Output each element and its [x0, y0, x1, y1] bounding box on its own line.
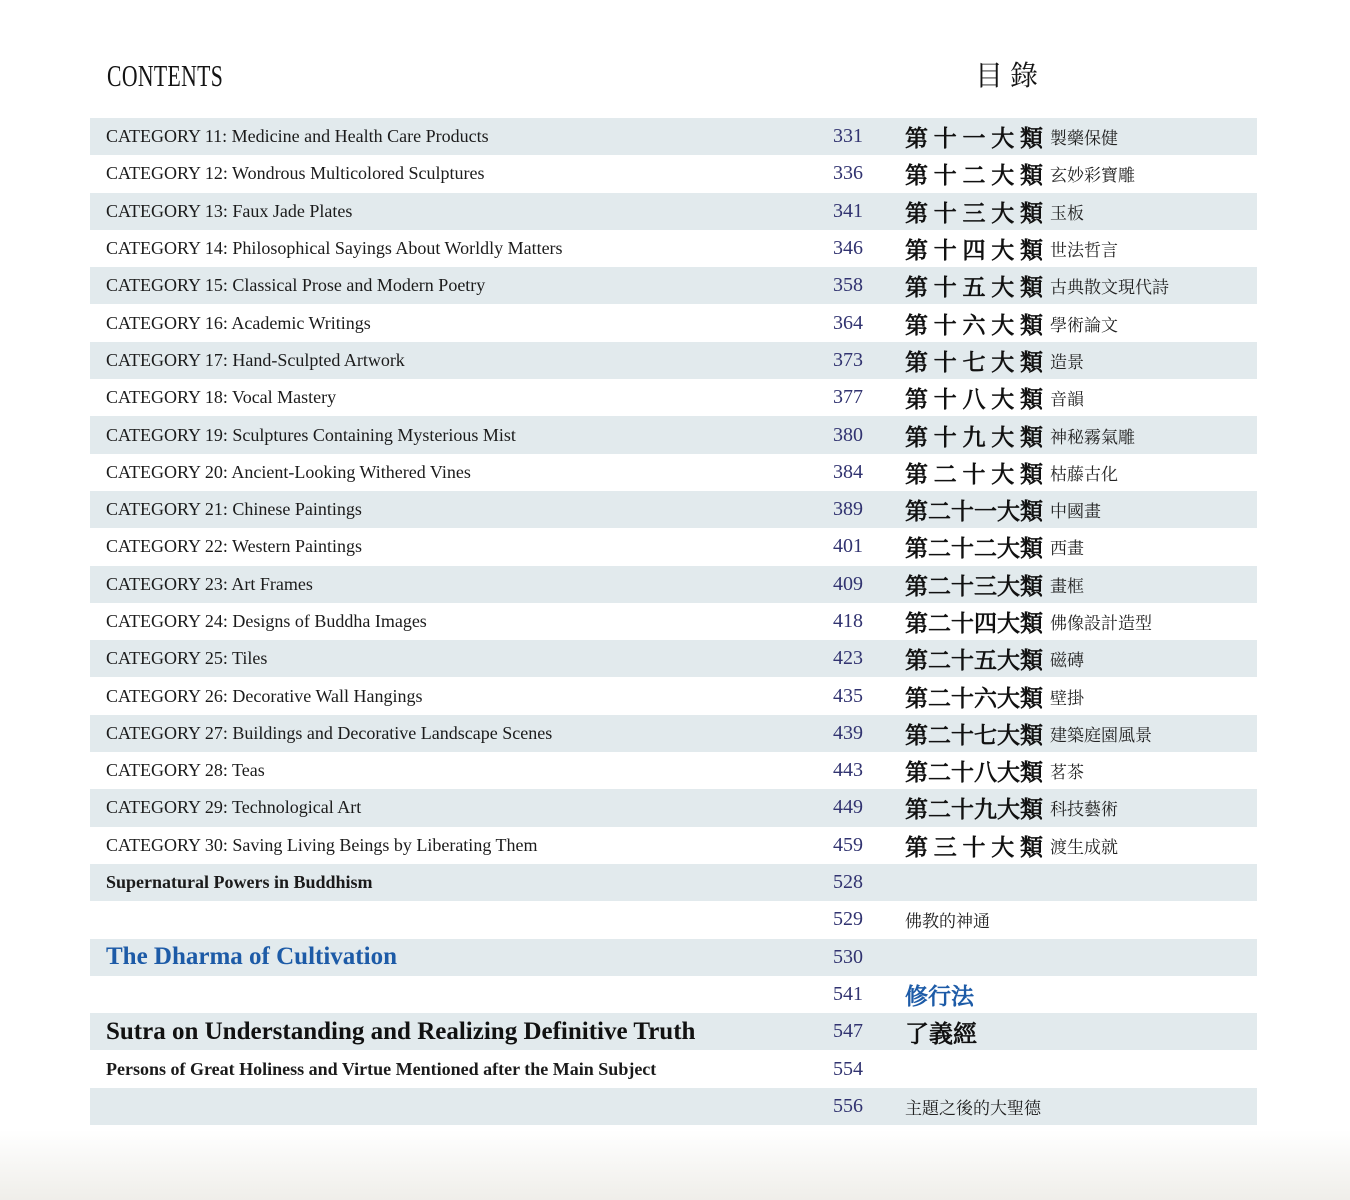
entry-title-zh: 第 十 八 大 類	[905, 387, 1043, 413]
entry-page-number: 449	[833, 796, 863, 819]
toc-row	[90, 677, 1257, 714]
toc-row	[90, 379, 1257, 416]
toc-row	[90, 1050, 1257, 1087]
entry-title-en: CATEGORY 25: Tiles	[106, 648, 268, 669]
entry-title-en: CATEGORY 11: Medicine and Health Care Products	[106, 126, 489, 147]
entry-title-en: CATEGORY 13: Faux Jade Plates	[106, 200, 353, 221]
toc-row	[90, 901, 1257, 938]
toc-row	[90, 827, 1257, 864]
entry-title-en: CATEGORY 19: Sculptures Containing Mysterious Mist	[106, 424, 516, 445]
toc-row	[90, 752, 1257, 789]
entry-subtitle-zh: 枯藤古化	[1050, 464, 1118, 484]
toc-row	[90, 789, 1257, 826]
entry-title-zh: 第二十七大類	[905, 722, 1043, 748]
entry-page-number: 401	[833, 535, 863, 558]
entry-subtitle-zh: 壁掛	[1050, 688, 1084, 708]
entry-subtitle-zh: 茗茶	[1050, 763, 1084, 783]
entry-title-zh: 第二十二大類	[905, 536, 1043, 562]
toc	[90, 118, 1257, 1125]
entry-title-en: CATEGORY 14: Philosophical Sayings About Worldly Matters	[106, 238, 563, 259]
toc-row	[90, 267, 1257, 304]
entry-title-en: CATEGORY 26: Decorative Wall Hangings	[106, 685, 423, 706]
entry-page-number: 336	[833, 162, 863, 185]
entry-title-zh: 第 十 七 大 類	[905, 349, 1043, 375]
entry-page-number: 528	[833, 871, 863, 894]
entry-title-zh: 第二十五大類	[905, 648, 1043, 674]
entry-subtitle-zh: 製藥保健	[1050, 129, 1118, 149]
entry-page-number: 443	[833, 759, 863, 782]
entry-page-number: 547	[833, 1020, 863, 1043]
entry-page-number: 331	[833, 125, 863, 148]
entry-subtitle-zh: 音韻	[1050, 390, 1084, 410]
entry-title-zh: 第 十 三 大 類	[905, 200, 1043, 226]
entry-title-en: CATEGORY 23: Art Frames	[106, 573, 313, 594]
entry-title-zh: 第 十 一 大 類	[905, 126, 1043, 152]
toc-row	[90, 304, 1257, 341]
entry-subtitle-zh: 佛像設計造型	[1050, 614, 1152, 633]
entry-page-number: 377	[833, 386, 863, 409]
entry-subtitle-zh: 玄妙彩寶雕	[1050, 166, 1135, 186]
toc-row	[90, 230, 1257, 267]
toc-row	[90, 566, 1257, 603]
contents-title-en: CONTENTS	[107, 58, 224, 93]
entry-page-number: 418	[833, 610, 863, 632]
entry-title-en: Sutra on Understanding and Realizing Definitive Truth	[106, 1017, 696, 1045]
entry-title-en: CATEGORY 28: Teas	[106, 760, 265, 781]
entry-title-zh: 第二十八大類	[905, 760, 1043, 786]
entry-title-zh: 第 三 十 大 類	[905, 834, 1043, 860]
entry-page-number: 529	[833, 908, 863, 931]
toc-row	[90, 864, 1257, 901]
toc-row	[90, 118, 1257, 155]
entry-subtitle-zh: 畫框	[1050, 576, 1084, 596]
entry-title-en: CATEGORY 17: Hand-Sculpted Artwork	[106, 349, 405, 370]
toc-row	[90, 193, 1257, 230]
entry-subtitle-zh: 磁磚	[1050, 651, 1084, 671]
entry-title-en: CATEGORY 27: Buildings and Decorative Landscape Scenes	[106, 722, 553, 743]
entry-title-en: CATEGORY 16: Academic Writings	[106, 312, 371, 333]
entry-subtitle-zh: 渡生成就	[1050, 837, 1118, 857]
entry-title-en: CATEGORY 20: Ancient-Looking Withered Vines	[106, 461, 471, 482]
toc-row	[90, 715, 1257, 752]
entry-page-number: 541	[833, 982, 863, 1005]
entry-page-number: 530	[833, 945, 863, 968]
page-bottom-fade	[0, 1130, 1350, 1200]
entry-page-number: 364	[833, 311, 863, 334]
entry-page-number: 346	[833, 237, 863, 260]
toc-row	[90, 528, 1257, 565]
entry-subtitle-zh: 造景	[1050, 352, 1084, 372]
entry-page-number: 409	[833, 572, 863, 595]
entry-title-zh: 第二十四大類	[905, 611, 1043, 636]
entry-title-en: CATEGORY 21: Chinese Paintings	[106, 499, 362, 520]
entry-subtitle-zh: 西畫	[1050, 539, 1084, 559]
entry-title-zh: 第二十六大類	[905, 685, 1043, 711]
entry-title-en: CATEGORY 12: Wondrous Multicolored Sculptures	[106, 163, 485, 184]
entry-title-zh: 第 十 九 大 類	[905, 424, 1043, 450]
entry-subtitle-zh: 神秘霧氣雕	[1050, 427, 1135, 447]
entry-page-number: 358	[833, 274, 863, 297]
toc-row	[90, 416, 1257, 453]
entry-subtitle-zh: 中國畫	[1050, 502, 1101, 522]
toc-row	[90, 491, 1257, 528]
toc-row	[90, 342, 1257, 379]
entry-title-en: The Dharma of Cultivation	[106, 943, 397, 971]
entry-page-number: 389	[833, 498, 863, 521]
entry-subtitle-zh: 古典散文現代詩	[1050, 278, 1169, 298]
toc-row	[90, 155, 1257, 192]
entry-title-zh: 第 二 十 大 類	[905, 461, 1043, 487]
entry-page-number: 435	[833, 684, 863, 707]
entry-subtitle-zh: 科技藝術	[1050, 800, 1118, 820]
entry-title-zh: 了義經	[905, 1022, 977, 1049]
entry-title-en: CATEGORY 30: Saving Living Beings by Liberating Them	[106, 834, 538, 855]
entry-page-number: 439	[833, 721, 863, 744]
toc-row	[90, 454, 1257, 491]
toc-row	[90, 976, 1257, 1013]
entry-subtitle-zh: 玉板	[1050, 203, 1084, 223]
entry-subtitle-zh: 建築庭園風景	[1050, 725, 1152, 745]
entry-title-en: Persons of Great Holiness and Virtue Mentioned after the Main Subject	[106, 1058, 657, 1079]
entry-title-en: CATEGORY 15: Classical Prose and Modern Poetry	[106, 275, 486, 296]
entry-title-en: CATEGORY 18: Vocal Mastery	[106, 387, 337, 408]
contents-title-zh: 目 錄	[975, 61, 1039, 92]
entry-title-zh: 主題之後的大聖德	[905, 1098, 1041, 1118]
entry-title-zh: 第 十 五 大 類	[905, 275, 1043, 301]
toc-row	[90, 603, 1257, 640]
entry-page-number: 341	[833, 199, 863, 222]
entry-page-number: 556	[833, 1094, 863, 1117]
entry-title-zh: 第二十三大類	[905, 573, 1043, 599]
entry-title-zh: 第 十 六 大 類	[905, 312, 1043, 338]
entry-title-zh: 第 十 四 大 類	[905, 238, 1043, 264]
entry-page-number: 423	[833, 647, 863, 670]
entry-title-zh: 修行法	[905, 983, 974, 1009]
entry-title-en: Supernatural Powers in Buddhism	[106, 872, 373, 893]
entry-subtitle-zh: 世法哲言	[1050, 241, 1118, 261]
entry-title-en: CATEGORY 24: Designs of Buddha Images	[106, 611, 427, 631]
entry-page-number: 380	[833, 423, 863, 446]
entry-title-en: CATEGORY 22: Western Paintings	[106, 536, 363, 557]
entry-page-number: 554	[833, 1057, 863, 1080]
toc-row	[90, 640, 1257, 677]
entry-title-zh: 第 十 二 大 類	[905, 163, 1043, 189]
toc-row	[90, 1013, 1257, 1050]
entry-title-zh: 佛教的神通	[905, 912, 990, 932]
entry-page-number: 373	[833, 348, 863, 371]
entry-title-zh: 第二十一大類	[905, 499, 1043, 525]
toc-row	[90, 1088, 1257, 1125]
entry-title-en: CATEGORY 29: Technological Art	[106, 797, 362, 818]
entry-page-number: 459	[833, 833, 863, 856]
entry-subtitle-zh: 學術論文	[1050, 315, 1118, 335]
entry-title-zh: 第二十九大類	[905, 797, 1043, 823]
entry-page-number: 384	[833, 460, 863, 483]
toc-row	[90, 939, 1257, 976]
